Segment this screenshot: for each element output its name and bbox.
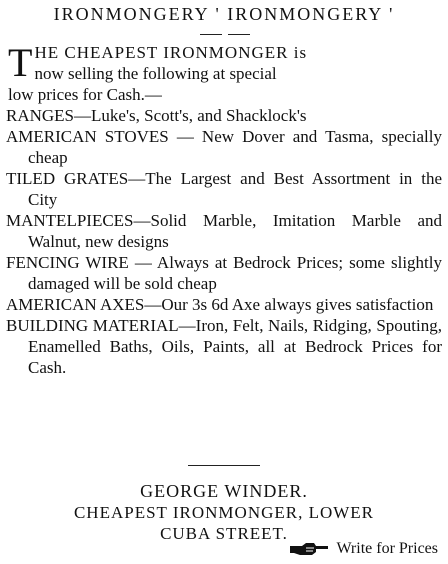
- product-entry-fencing-wire: FENCING WIRE — Always at Bedrock Prices; some slightly damaged will be sold cheap: [6, 253, 442, 293]
- intro-line-3: low prices for Cash.—: [8, 85, 162, 104]
- pointing-hand-icon: [288, 541, 330, 557]
- advert-heading: IRONMONGERY ' IRONMONGERY ': [53, 4, 395, 24]
- intro-paragraph: [8, 42, 442, 105]
- product-entry-mantelpieces: MANTELPIECES—Solid Marble, Imitation Marble and Walnut, new designs: [6, 211, 442, 251]
- advertiser-address-line-1: CHEAPEST IRONMONGER, LOWER: [73, 503, 375, 522]
- drop-cap: T: [8, 40, 33, 85]
- advertiser-signature: [0, 480, 448, 544]
- intro-line-2: now selling the following at special: [34, 64, 277, 83]
- product-entry-ranges: RANGES—Luke's, Scott's, and Shacklock's: [6, 106, 307, 125]
- heading-rule-left: [200, 34, 222, 35]
- advertiser-name: GEORGE WINDER.: [140, 481, 308, 501]
- note-text: Write for Prices: [336, 540, 438, 557]
- advertiser-address-line-2: CUBA STREET.: [160, 524, 288, 543]
- product-list: [6, 105, 442, 378]
- write-for-prices-note: [288, 540, 438, 558]
- product-entry-building-material: BUILDING MATERIAL—Iron, Felt, Nails, Ridging, Spouting, Enamelled Baths, Oils, Paints, all at Bedrock Prices for Cash.: [6, 316, 442, 377]
- intro-line-1: HE CHEAPEST IRONMONGER is: [34, 43, 308, 62]
- product-entry-stoves: AMERICAN STOVES — New Dover and Tasma, specially cheap: [6, 127, 442, 167]
- product-entry-grates: TILED GRATES—The Largest and Best Assortment in the City: [6, 169, 442, 209]
- product-entry-axes: AMERICAN AXES—Our 3s 6d Axe always gives satisfaction: [6, 295, 434, 314]
- heading-rule-right: [228, 34, 250, 35]
- footer-divider: [188, 465, 260, 466]
